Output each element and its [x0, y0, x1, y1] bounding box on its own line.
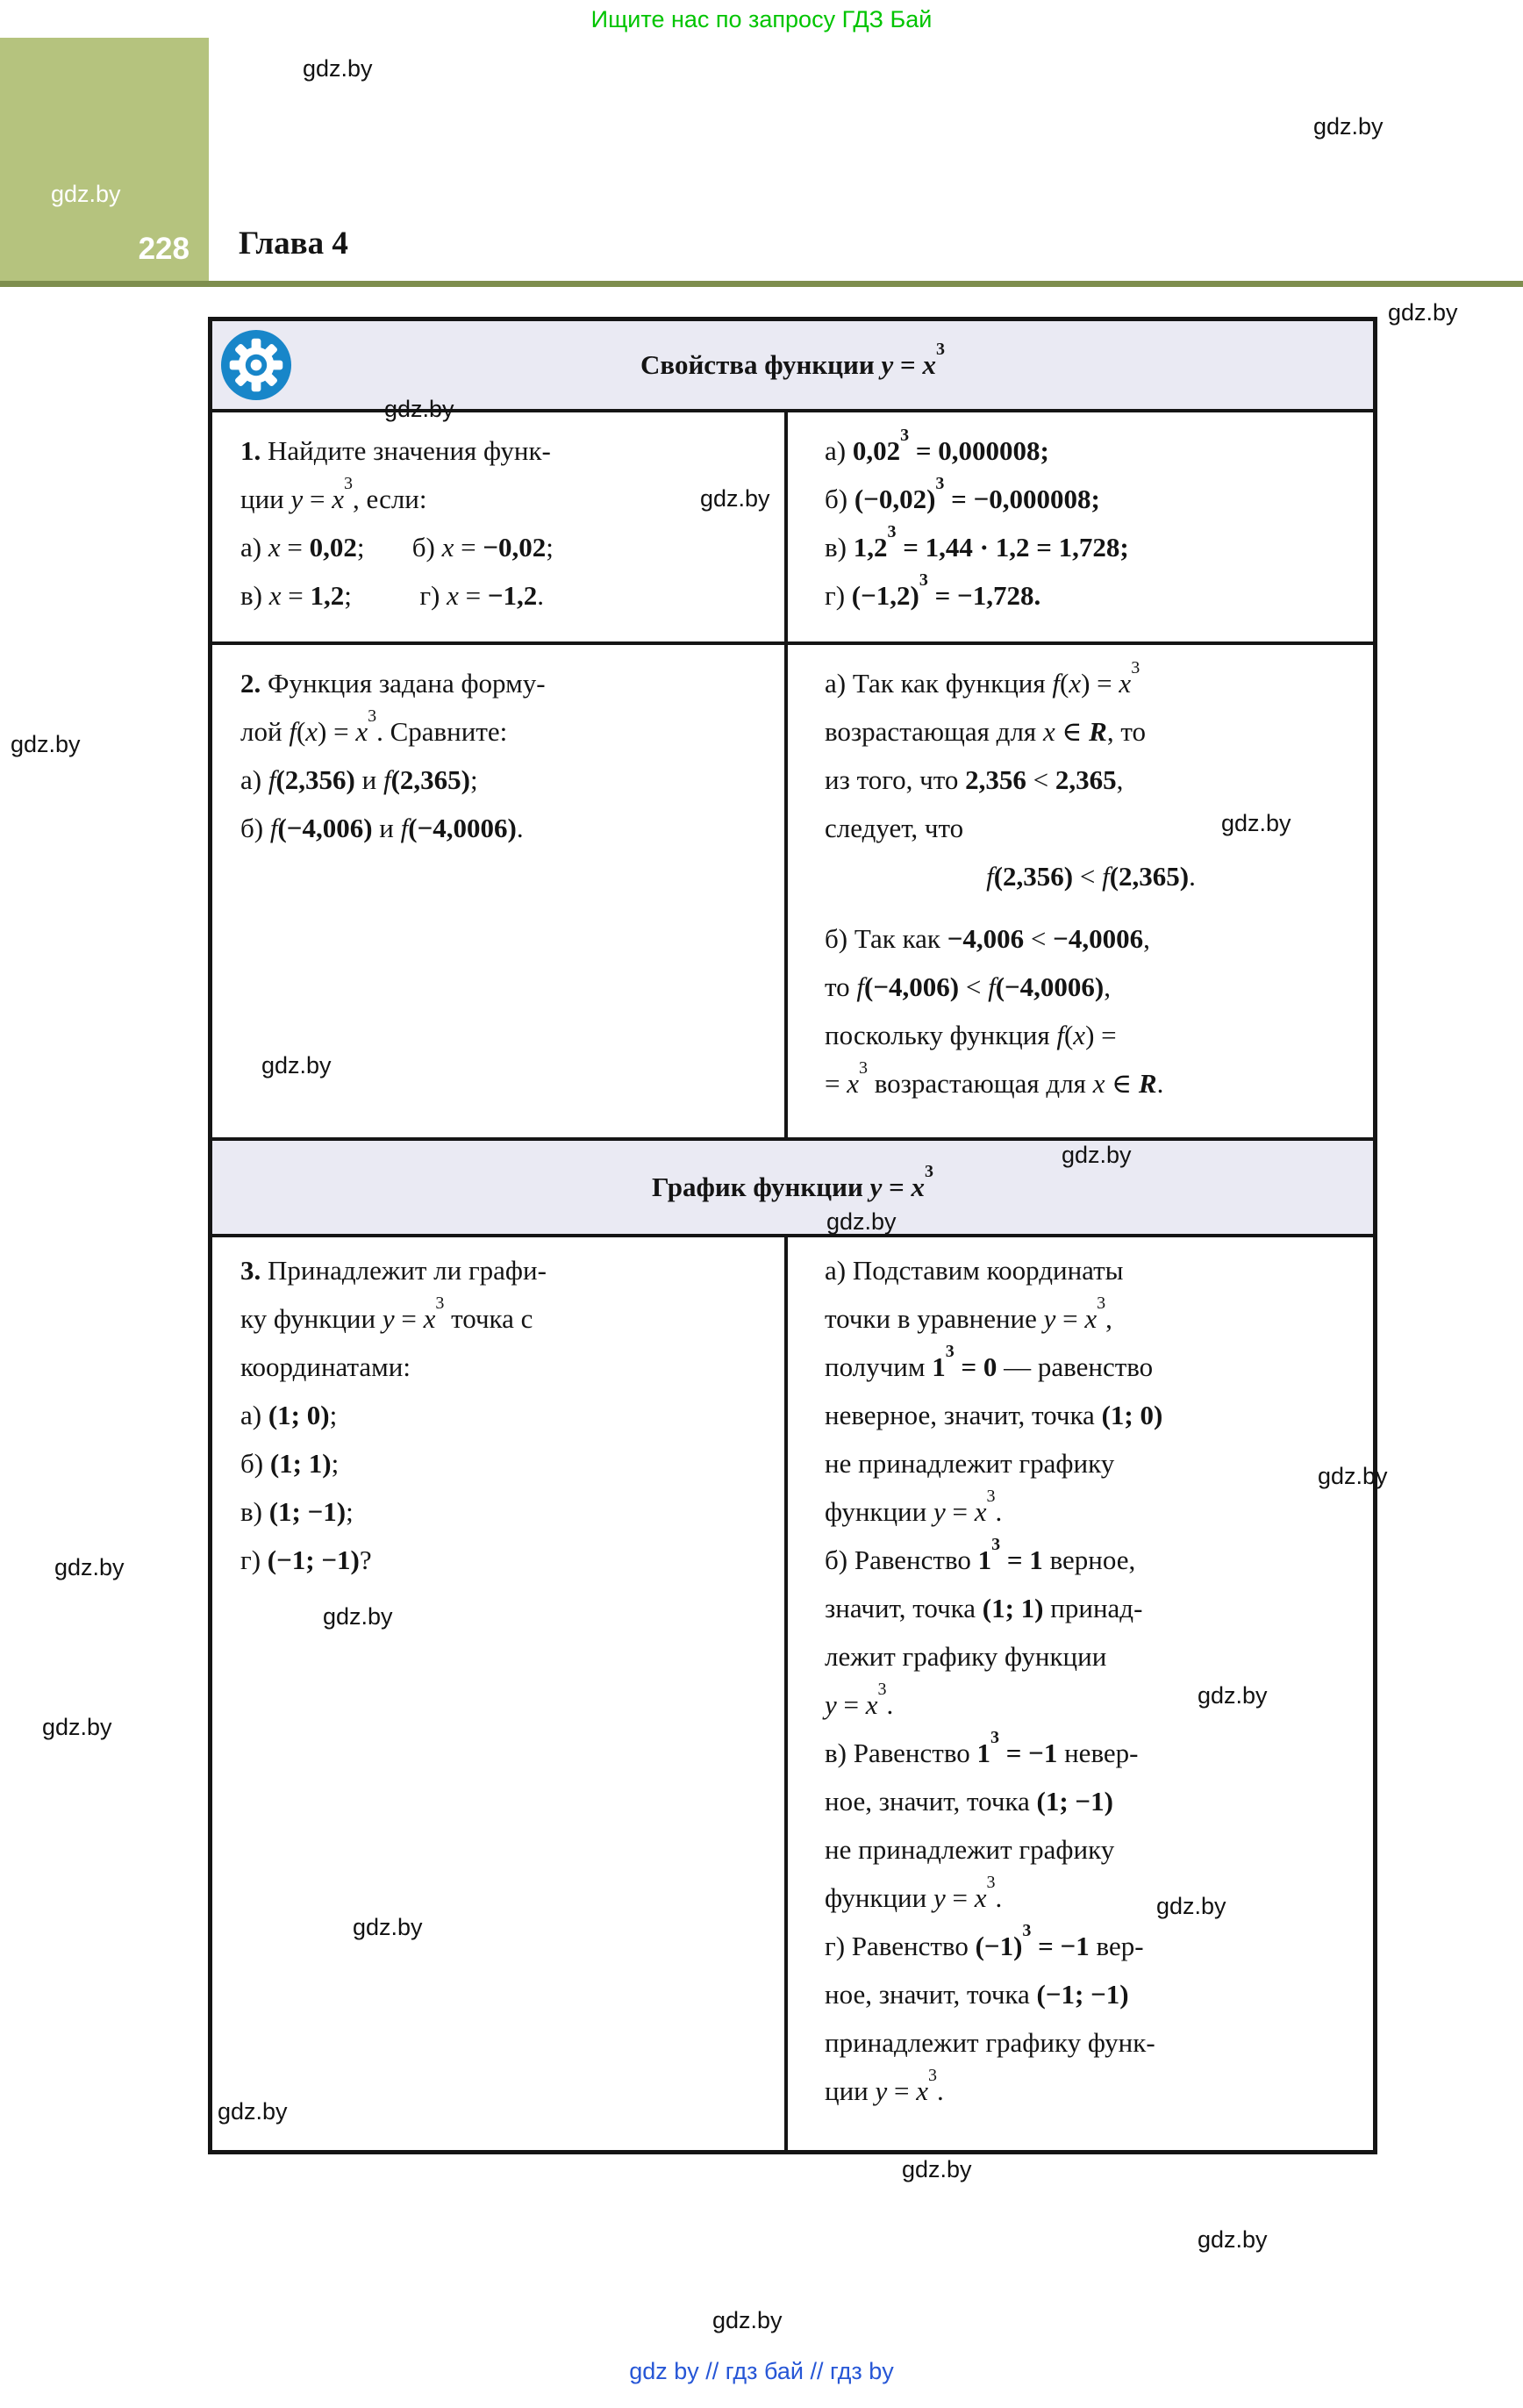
watermark: gdz.by [1388, 299, 1458, 326]
watermark: gdz.by [11, 731, 81, 757]
watermark: gdz.by [1062, 1142, 1132, 1168]
watermark: gdz.by [54, 1554, 125, 1580]
watermark: gdz.by [700, 485, 770, 512]
watermark: gdz.by [1313, 113, 1384, 140]
watermark: gdz.by [1198, 1682, 1268, 1709]
watermark: gdz.by [353, 1914, 423, 1940]
watermark: gdz.by [261, 1052, 332, 1079]
page-number: 228 [138, 232, 189, 266]
watermark: gdz.by [902, 2156, 972, 2182]
watermark: gdz.by [826, 1208, 897, 1235]
watermark: gdz.by [1318, 1463, 1388, 1489]
section-title-properties: Свойства функции $y = x^3$ [640, 339, 945, 380]
chapter-title: Глава 4 [239, 226, 348, 262]
solution-2-cell: а) Так как функция $f(x) = x^3$ возрастающая для x ∈ R, то из того, что 2,356 < 2,365, следует, что f(2,356) < f(2,365). б) Так как −4,006 < −4,0006, то f(−4,006) < f(−4,0006), поскольку функция f(x) = = $x^3$ возрастающая для x ∈ R. [825, 657, 1196, 1099]
watermark: gdz.by [42, 1714, 112, 1740]
problem-2-cell: 2. Функция задана форму- лой $f(x) = x^3$. Сравните: а) f(2,356) и f(2,365); б) f(−4,006) и f(−4,0006). [212, 645, 788, 1137]
solution-1-cell: а) $0,02^3 = 0,000008$; б) $(-0,02)^3 = -0,000008$; в) $1,2^3 = 1,44 \cdot 1,2 = 1,728$; г) $(-1,2)^3 = -1,728$. [825, 425, 1129, 611]
solutions-table [208, 317, 1377, 2154]
problem-1-cell: 1. Найдите значения функ- ции $y = x^3$, если: а) x = 0,02; б) x = −0,02; в) x = 1,2; г) x = −1,2. [212, 412, 788, 641]
watermark: gdz.by [384, 396, 454, 422]
footer-links[interactable]: gdz by // гдз бай // гдз by [629, 2358, 894, 2384]
gear-icon [220, 329, 292, 401]
watermark: gdz.by [51, 181, 121, 207]
table-row-problem-1 [212, 412, 1373, 645]
watermark: gdz.by [712, 2307, 783, 2333]
page-number-sidebar [0, 38, 209, 281]
solution-3-cell: а) Подставим координаты точки в уравнение $y = x^3$, получим $1^3 = 0$ — равенство неверное, значит, точка (1; 0) не принадлежит графику функции $y = x^3$. б) Равенство $1^3 = 1$ верное, значит, точка (1; 1) принад- лежит графику функции $y = x^3$. в) Равенство $1^3 = -1$ невер- ное, значит, точка (1; −1) не принадлежит графику функции $y = x^3$. г) Равенство $(-1)^3 = -1$ вер- ное, значит, точка (−1; −1) принадлежит графику функ- ции $y = x^3$. [825, 1255, 1163, 2106]
watermark: gdz.by [303, 55, 373, 82]
divider-rule [0, 281, 1523, 287]
watermark: gdz.by [323, 1603, 393, 1630]
watermark: gdz.by [1198, 2226, 1268, 2253]
table-row-problem-2 [212, 645, 1373, 1141]
watermark: gdz.by [1221, 810, 1291, 836]
top-banner-link[interactable]: Ищите нас по запросу ГДЗ Бай [590, 6, 933, 32]
problem-3-cell: 3. Принадлежит ли графи- ку функции $y = x^3$ точка с координатами: а) (1; 0); б) (1; 1); в) (1; −1); г) (−1; −1)? [212, 1237, 788, 2150]
watermark: gdz.by [218, 2098, 288, 2125]
watermark: gdz.by [1156, 1893, 1226, 1919]
section-title-graph: График функции $y = x^3$ [651, 1161, 934, 1202]
section-header-graph [212, 1141, 1373, 1237]
